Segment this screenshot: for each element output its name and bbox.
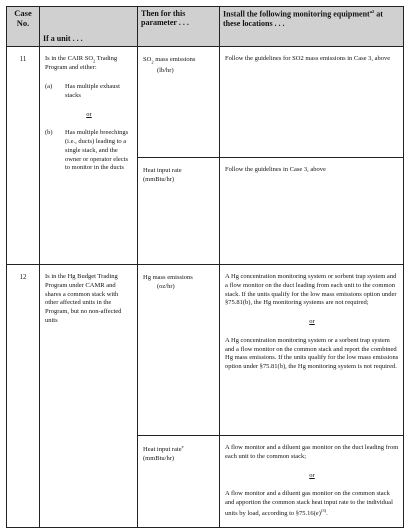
equipment-case-12 xyxy=(220,265,404,528)
equipment-heat-input-12 xyxy=(220,435,403,527)
param-so2-sub: 2 xyxy=(151,59,154,65)
param-hg-unit: (oz/hr) xyxy=(157,283,175,291)
param-heat-input-unit: (mmBtu/hr) xyxy=(143,176,175,184)
option-b-text: Has multiple breechings (i.e., ducts) leading to a single stack, and the owner or operator elects to monitor in the ducts xyxy=(65,129,129,172)
header-install-at: at xyxy=(374,9,383,19)
equipment-heat-option-2-end: . xyxy=(326,509,328,517)
equipment-hg-option-2: A Hg concentration monitoring system or a sorbent trap system and a flow monitor on the common stack and report the combined Hg mass emissions. If the units qualify for the low mass emissions option under §75.81(b), the Hg monitoring system is not required. xyxy=(225,336,399,371)
case-number-text: 12 xyxy=(19,273,27,281)
equipment-so2-text: Follow the guidelines for SO2 mass emissions in Case 3, above xyxy=(225,55,391,62)
condition-intro-a: Is in the CAIR SO xyxy=(45,55,94,62)
header-if-unit-text: If a unit . . . xyxy=(43,33,83,43)
parameter-heat-input-12 xyxy=(138,435,219,467)
monitoring-requirements-table xyxy=(6,6,404,528)
option-a xyxy=(45,83,133,101)
or-separator: or xyxy=(309,318,315,326)
condition-text: Is in the Hg Budget Trading Program under CAMR and shares a common stack with other affected units in the Program, but no non-affected units xyxy=(45,273,122,324)
condition-intro-sub: 2 xyxy=(93,58,96,64)
header-install-line2: these locations . . . xyxy=(223,18,285,28)
header-install-line1: Install the following monitoring equipment xyxy=(223,9,370,19)
header-case-no xyxy=(7,7,40,47)
header-then-line1: Then for this xyxy=(141,9,186,18)
equipment-heat-option-1: A flow monitor and a diluent gas monitor on the duct leading from each unit to the common stack; xyxy=(225,444,399,460)
equipment-heat-input-text: Follow the guidelines in Case 3, above xyxy=(225,166,326,173)
equipment-hg xyxy=(220,265,403,435)
param-so2-b: mass emissions xyxy=(153,56,196,63)
monitoring-table-page xyxy=(6,6,403,517)
table-header-row xyxy=(7,7,404,47)
param-so2-unit: (lb/hr) xyxy=(157,66,174,74)
equipment-heat-input-11 xyxy=(220,157,403,179)
param-so2-a: SO xyxy=(143,56,152,63)
table-row-case-11 xyxy=(7,47,404,265)
or-separator: or xyxy=(309,471,315,479)
equipment-so2 xyxy=(220,47,403,157)
case-number-11 xyxy=(7,47,40,265)
option-b-label: (b) xyxy=(45,129,53,137)
parameter-heat-input-11 xyxy=(138,157,219,188)
or-separator: or xyxy=(86,110,92,118)
header-if-unit xyxy=(40,7,138,47)
parameters-case-11 xyxy=(138,47,220,265)
param-heat-input-unit: (mmBtu/hr) xyxy=(143,455,175,463)
option-b xyxy=(45,129,133,173)
parameter-hg xyxy=(138,265,219,435)
option-a-label: (a) xyxy=(45,83,53,91)
case-number-text: 11 xyxy=(19,55,27,63)
parameters-case-12 xyxy=(138,265,220,528)
header-then-line2: parameter . . . xyxy=(141,18,189,28)
case-number-12 xyxy=(7,265,40,528)
param-heat-input: Heat input rate xyxy=(143,167,182,174)
table-row-case-12 xyxy=(7,265,404,528)
header-install-footnote: a2 xyxy=(369,9,375,14)
condition-case-11 xyxy=(40,47,138,265)
equipment-heat-option-2-footnote: (3) xyxy=(320,507,327,513)
header-case-line1: Case xyxy=(14,8,32,18)
equipment-case-11 xyxy=(220,47,404,265)
param-heat-input: Heat input rate xyxy=(143,446,182,454)
parameter-so2 xyxy=(138,47,219,157)
condition-case-12 xyxy=(40,265,138,528)
condition-intro-b: Trading Program and either: xyxy=(45,55,118,72)
param-heat-input-footnote: e xyxy=(181,444,184,449)
header-then-parameter xyxy=(138,7,220,47)
header-install-equipment xyxy=(220,7,404,47)
param-hg: Hg mass emissions xyxy=(143,274,193,281)
equipment-hg-option-1: A Hg concentration monitoring system or sorbent trap system and a flow monitor on the duct leading from each unit to the common stack. If the units qualify for the low mass emissions option under §75.81(b), the Hg monitoring systems are not required; xyxy=(225,273,397,307)
option-a-text: Has multiple exhaust stacks xyxy=(65,83,120,99)
equipment-heat-option-2: A flow monitor and a diluent gas monitor on the common stack and apportion the common stack heat input rate to the individual units by load, according to §75.16(e) xyxy=(225,490,393,517)
header-case-line2: No. xyxy=(16,17,30,28)
